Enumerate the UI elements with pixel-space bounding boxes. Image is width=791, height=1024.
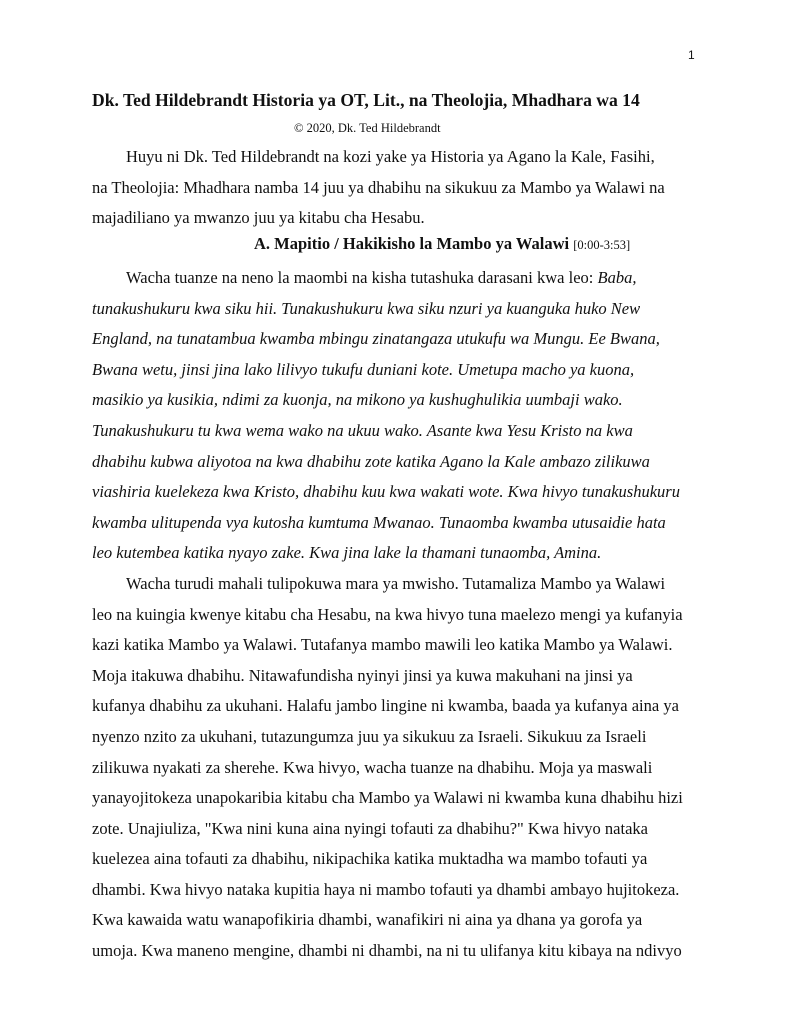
paragraph-lead: Wacha tuanze na neno la maombi na kisha tutashuka darasani kwa leo: [126, 268, 598, 287]
copyright-notice: © 2020, Dk. Ted Hildebrandt [294, 121, 441, 135]
document-title: Dk. Ted Hildebrandt Historia ya OT, Lit., na Theolojia, Mhadhara wa 14 [92, 90, 640, 110]
paragraph-sacrifices: Wacha turudi mahali tulipokuwa mara ya mwisho. Tutamaliza Mambo ya Walawi leo na kuingia kwenye kitabu cha Hesabu, na kwa hivyo tuna maelezo mengi ya kufanyia kazi katika Mambo ya Walawi. Tutafanya mambo mawili leo katika Mambo ya Walawi. Moja itakuwa dhabihu. Nitawafundisha nyinyi jinsi ya kuwa makuhani na jinsi ya kufanya dhabihu za ukuhani. Halafu jambo lingine ni kwamba, baada ya kufanya aina ya nyenzo nzito za ukuhani, tutazungumza juu ya sikukuu za Israeli. Sikukuu za Israeli zilikuwa nyakati za sherehe. Kwa hivyo, wacha tuanze na dhabihu. Moja ya maswali yanayojitokeza unapokaribia kitabu cha Mambo ya Walawi ni kwamba kuna dhabihu hizi zote. Unajiuliza, "Kwa nini kuna aina nyingi tofauti za dhabihu?" Kwa hivyo nataka kuelezea aina tofauti za dhabihu, nikipachika katika muktadha wa mambo tofauti ya dhambi. Kwa hivyo nataka kupitia haya ni mambo tofauti ya dhambi ambayo hujitokeza. Kwa kawaida watu wanapofikiria dhambi, wanafikiri ni aina ya dhana ya gorofa ya umoja. Kwa maneno mengine, dhambi ni dhambi, na ni tu ulifanya kitu kibaya na ndivyo [92, 573, 683, 961]
paragraph-prayer [92, 263, 710, 569]
intro-section [92, 142, 710, 234]
intro-paragraph: Huyu ni Dk. Ted Hildebrandt na kozi yake ya Historia ya Agano la Kale, Fasihi, na Theolojia: Mhadhara namba 14 juu ya dhabihu na sikukuu za Mambo ya Walawi na majadiliano ya mwanzo juu ya kitabu cha Hesabu. [92, 147, 665, 228]
section-heading-title: A. Mapitio / Hakikisho la Mambo ya Walawi [254, 234, 570, 253]
page-number: 1 [688, 48, 695, 62]
section-heading [254, 234, 630, 254]
section-heading-timestamp: [0:00-3:53] [573, 238, 631, 252]
prayer-text: Baba, tunakushukuru kwa siku hii. Tunakushukuru kwa siku nzuri ya kuanguka huko New England, na tunatambua kwamba mbingu zinatangaza utukufu wa Mungu. Ee Bwana, Bwana wetu, jinsi jina lako lilivyo tukufu duniani kote. Umetupa macho ya kuona, masikio ya kusikia, ndimi za kuonja, na mikono ya kushughulikia uumbaji wako. Tunakushukuru tu kwa wema wako na ukuu wako. Asante kwa Yesu Kristo na kwa dhabihu kubwa aliyotoa na kwa dhabihu zote katika Agano la Kale ambazo zilikuwa viashiria kuelekeza kwa Kristo, dhabihu kuu kwa wakati wote. Kwa hivyo tunakushukuru kwamba ulitupenda vya kutosha kumtuma Mwanao. Tunaomba kwamba utusaidie hata leo kutembea katika nyayo zake. Kwa jina lake la thamani tunaomba, Amina. [92, 268, 680, 563]
main-section [92, 263, 710, 967]
